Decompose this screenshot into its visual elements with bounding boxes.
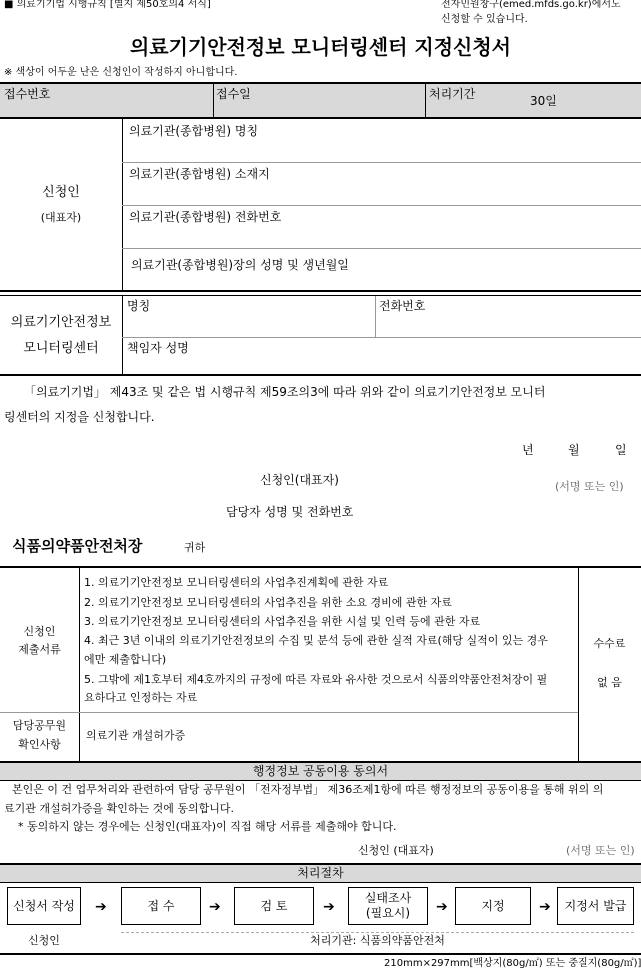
- consent-line3: * 동의하지 않는 경우에는 신청인(대표자)이 직접 해당 서류를 제출해야 합니다.: [18, 820, 397, 833]
- document-item: 4. 최근 3년 이내의 의료기기안전정보의 수집 및 분석 등에 관한 실적 자료(해당 실적이 있는 경우: [84, 634, 548, 647]
- procedure-step-designation: 지정: [455, 887, 531, 925]
- consent-signature-note: (서명 또는 인): [566, 844, 635, 857]
- processing-period-value: 30일: [530, 94, 557, 108]
- hospital-name-field[interactable]: 의료기관(종합병원) 명칭: [129, 124, 259, 138]
- document-item: 2. 의료기기안전정보 모니터링센터의 사업추진을 위한 소요 경비에 관한 자료: [84, 596, 452, 609]
- applicant-docs-label-line1: 신청인: [23, 625, 56, 638]
- legal-basis: ■ 의료기기법 시행규칙 [별지 제50호의4 서식]: [4, 0, 211, 10]
- arrow-right-icon: ➔: [539, 899, 551, 915]
- center-manager-field[interactable]: 책임자 성명: [127, 341, 189, 355]
- document-item: 1. 의료기기안전정보 모니터링센터의 사업추진계획에 관한 자료: [84, 576, 389, 589]
- fee-value: 없 음: [597, 676, 622, 689]
- date-year: 년: [522, 443, 534, 457]
- procedure-step-inspection: [348, 887, 428, 925]
- applicant-sub-label: (대표자): [40, 211, 82, 224]
- fee-label: 수수료: [593, 637, 626, 650]
- date-day: 일: [615, 443, 627, 457]
- procedure-step-receipt: 접 수: [121, 887, 201, 925]
- inspection-step-sub: (필요시): [365, 906, 411, 920]
- procedure-step-issue-certificate: 지정서 발급: [557, 887, 634, 925]
- consent-title: 행정정보 공동이용 동의서: [252, 764, 389, 778]
- date-month: 월: [568, 443, 580, 457]
- contact-person-label: 담당자 성명 및 전화번호: [226, 505, 354, 519]
- applicant-docs-label-line2: 제출서류: [18, 643, 61, 656]
- receipt-number-label: 접수번호: [4, 87, 51, 101]
- procedure-step-review: 검 토: [234, 887, 314, 925]
- arrow-right-icon: ➔: [95, 899, 107, 915]
- official-check-label-line2: 확인사항: [18, 738, 61, 751]
- hospital-phone-field[interactable]: 의료기관(종합병원) 전화번호: [129, 210, 282, 224]
- applicant-signature-label: 신청인(대표자): [260, 473, 339, 487]
- document-item: 에만 제출합니다): [84, 653, 167, 666]
- center-name-field[interactable]: 명칭: [127, 299, 151, 313]
- official-check-label-line1: 담당공무원: [12, 719, 67, 732]
- statement-line2: 링센터의 지정을 신청합니다.: [4, 410, 155, 424]
- consent-line1: 본인은 이 건 업무처리와 관련하여 담당 공무원이 「전자정부법」 제36조제1항에 따른 행정정보의 공동이용을 통해 위의 의: [12, 783, 604, 796]
- paper-spec: 210mm×297mm[백상지(80g/㎡) 또는 중질지(80g/㎡)]: [384, 958, 641, 969]
- statement-line1: 「의료기기법」 제43조 및 같은 법 시행규칙 제59조의3에 따라 위와 같이 의료기기안전정보 모니터: [24, 385, 546, 399]
- procedure-applicant-label: 신청인: [28, 934, 60, 947]
- arrow-right-icon: ➔: [209, 899, 221, 915]
- procedure-title: 처리절차: [297, 866, 344, 880]
- consent-signature-label: 신청인 (대표자): [358, 844, 434, 857]
- arrow-right-icon: ➔: [436, 899, 448, 915]
- receipt-date-label: 접수일: [216, 87, 251, 101]
- procedure-step-write-application: 신청서 작성: [7, 887, 81, 925]
- consent-line2: 료기관 개설허가증을 확인하는 것에 동의합니다.: [4, 802, 235, 815]
- processing-period-label: 처리기간: [429, 87, 476, 101]
- document-item: 5. 그밖에 제1호부터 제4호까지의 규정에 따른 자료와 유사한 것으로서 식품의약품안전처장이 필: [84, 673, 548, 686]
- recipient-suffix: 귀하: [184, 541, 206, 554]
- procedure-agency-label: 처리기관: 식품의약품안전처: [310, 934, 445, 947]
- hospital-head-name-birth-field[interactable]: 의료기관(종합병원)장의 성명 및 생년월일: [131, 258, 349, 272]
- document-item: 요하다고 인정하는 자료: [84, 691, 198, 704]
- center-label-line1: 의료기기안전정보: [10, 315, 112, 330]
- official-check-item: 의료기관 개설허가증: [86, 729, 186, 742]
- document-item: 3. 의료기기안전정보 모니터링센터의 사업추진을 위한 시설 및 인력 등에 관한 자료: [84, 615, 481, 628]
- center-phone-field[interactable]: 전화번호: [379, 299, 426, 313]
- form-title: 의료기기안전정보 모니터링센터 지정신청서: [129, 35, 511, 59]
- online-notice-line2: 신청할 수 있습니다.: [441, 14, 528, 25]
- recipient-name: 식품의약품안전처장: [12, 537, 143, 555]
- shaded-note: ※ 색상이 어두운 난은 신청인이 작성하지 아니합니다.: [4, 67, 238, 78]
- applicant-label: 신청인: [42, 185, 80, 200]
- signature-note: (서명 또는 인): [555, 480, 624, 493]
- online-notice-line1: 전자민원창구(emed.mfds.go.kr)에서도: [441, 0, 621, 10]
- inspection-step-label: 실태조사: [364, 891, 412, 905]
- arrow-right-icon: ➔: [323, 899, 335, 915]
- center-label-line2: 모니터링센터: [23, 341, 99, 356]
- hospital-address-field[interactable]: 의료기관(종합병원) 소재지: [129, 167, 270, 181]
